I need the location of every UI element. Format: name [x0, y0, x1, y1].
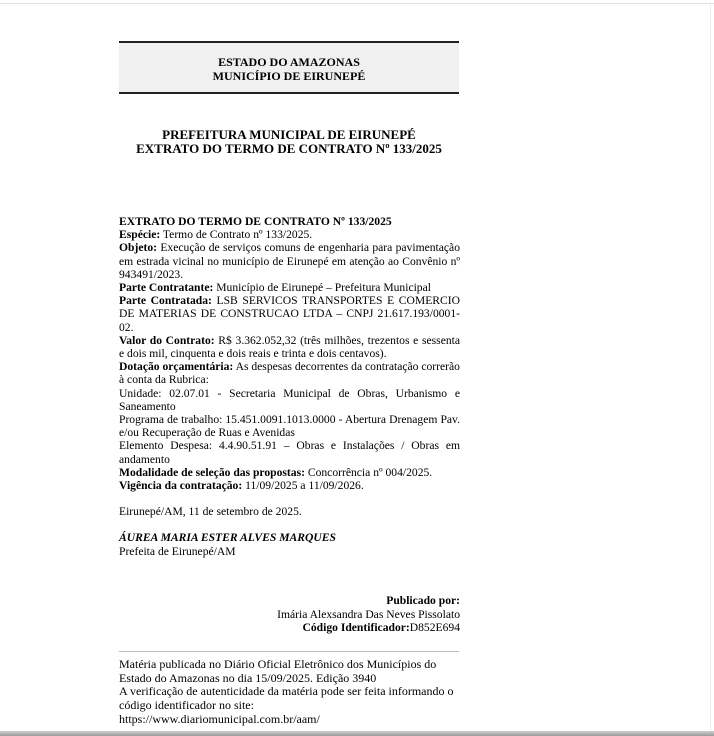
extract-title: EXTRATO DO TERMO DE CONTRATO Nº 133/2025: [136, 141, 442, 156]
contratada-value: LSB SERVICOS TRANSPORTES E COMERCIO DE MATERIAS DE CONSTRUCAO LTDA – CNPJ 21.617.193/0001-02.: [119, 294, 460, 334]
bottom-edge: [0, 731, 714, 736]
objeto-line: [119, 241, 460, 281]
contratada-label: Parte Contratada:: [119, 294, 212, 308]
vigencia-line: [119, 479, 460, 492]
elemento-line: Elemento Despesa: 4.4.90.51.91 – Obras e Instalações / Obras em andamento: [119, 439, 460, 466]
published-by-label: Publicado por:: [386, 594, 460, 607]
especie-value: Termo de Contrato nº 133/2025.: [160, 228, 313, 242]
footer-divider: [119, 651, 459, 652]
contratante-label: Parte Contratante:: [119, 281, 214, 295]
publication-block: [119, 594, 460, 635]
modalidade-line: [119, 466, 460, 479]
verification-url[interactable]: https://www.diariomunicipal.com.br/aam/: [119, 711, 320, 726]
footer-notice: [119, 658, 464, 727]
vigencia-value: 11/09/2025 a 11/09/2026.: [242, 479, 364, 493]
vigencia-label: Vigência da contratação:: [119, 479, 243, 493]
contratada-line: [119, 294, 460, 334]
prefeitura-title: PREFEITURA MUNICIPAL DE EIRUNEPÉ: [162, 127, 416, 142]
identifier-line: [119, 621, 460, 635]
dotacao-value: As despesas decorrentes da contratação correrão à conta da Rubrica:: [119, 360, 460, 387]
signer-role: Prefeita de Eirunepé/AM: [119, 544, 236, 558]
objeto-value: Execução de serviços comuns de engenharia para pavimentação em estrada vicinal no município de Eirunepé em atenção ao Convênio nº 943491/2023.: [119, 241, 460, 281]
contratante-line: [119, 281, 460, 294]
unidade-line: Unidade: 02.07.01 - Secretaria Municipal de Obras, Urbanismo e Saneamento: [119, 386, 460, 413]
especie-label: Espécie:: [119, 228, 161, 242]
municipality-name: MUNICÍPIO DE EIRUNEPÉ: [212, 69, 366, 83]
state-name: ESTADO DO AMAZONAS: [218, 55, 360, 69]
extract-heading: EXTRATO DO TERMO DE CONTRATO Nº 133/2025: [119, 215, 392, 228]
contratante-value: Município de Eirunepé – Prefeitura Municipal: [213, 281, 431, 295]
signer-name: ÁUREA MARIA ESTER ALVES MARQUES: [119, 531, 336, 545]
dotacao-line: [119, 360, 460, 386]
verification-notice: A verificação de autenticidade da matéria pode ser feita informando o código identificador no site:: [119, 684, 454, 713]
publisher-name: Imária Alexsandra Das Neves Pissolato: [277, 607, 460, 621]
dotacao-label: Dotação orçamentária:: [119, 360, 234, 374]
valor-label: Valor do Contrato:: [119, 333, 215, 347]
valor-line: [119, 334, 460, 360]
modalidade-value: Concorrência nº 004/2025.: [304, 465, 433, 479]
place-date: Eirunepé/AM, 11 de setembro de 2025.: [119, 505, 302, 519]
modalidade-label: Modalidade de seleção das propostas:: [119, 465, 305, 479]
publication-notice: Matéria publicada no Diário Oficial Eletrônico dos Municípios do Estado do Amazonas no dia 15/09/2025. Edição 3940: [119, 657, 437, 685]
state-header-box: [119, 41, 459, 94]
objeto-label: Objeto:: [119, 241, 157, 255]
right-border: [710, 4, 711, 736]
spacer: [119, 518, 460, 531]
valor-value: R$ 3.362.052,32 (três milhões, trezentos e sessenta e dois mil, cinquenta e dois reais e trinta e dois centavos).: [119, 333, 460, 361]
spacer: [119, 492, 460, 505]
top-border: [0, 3, 714, 4]
extract-body: [119, 215, 460, 558]
identifier-code: D852E694: [409, 621, 460, 634]
identifier-label: Código Identificador:: [302, 621, 410, 634]
programa-line: Programa de trabalho: 15.451.0091.1013.0000 - Abertura Drenagem Pav. e/ou Recuperação de Ruas e Avenidas: [119, 413, 460, 440]
especie-line: [119, 228, 460, 241]
document-title: [119, 128, 459, 156]
